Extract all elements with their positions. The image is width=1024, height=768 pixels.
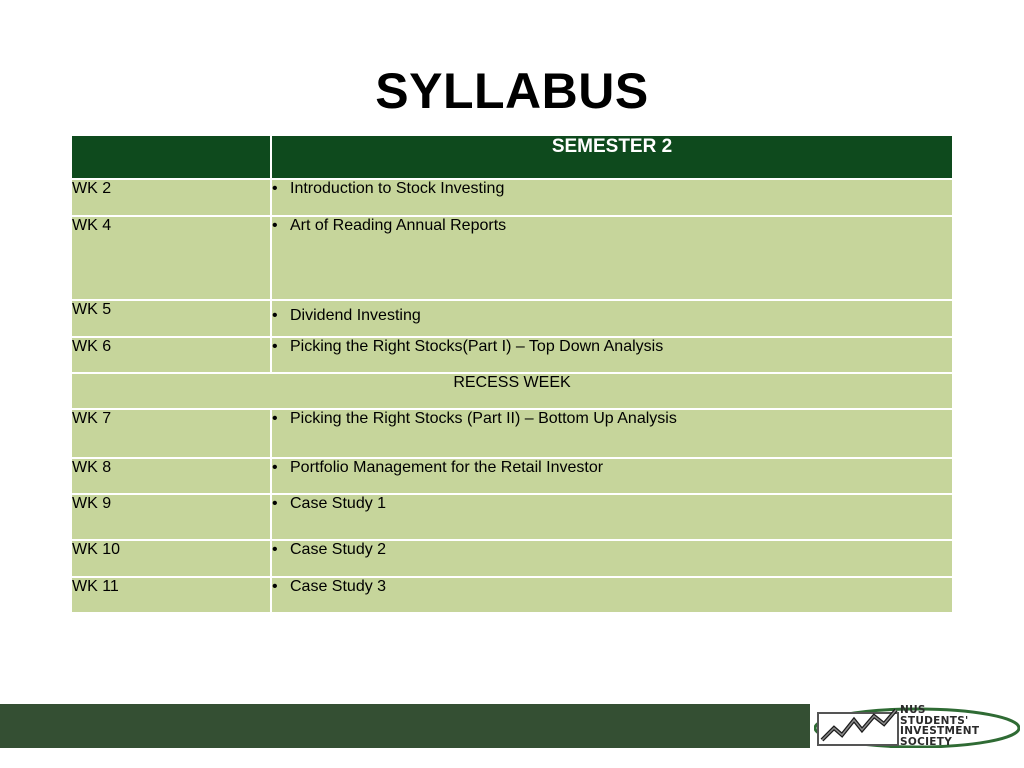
bullet-icon: • [272, 459, 278, 476]
bullet-icon: • [272, 410, 278, 427]
topic-cell [271, 577, 953, 613]
topic-text: Portfolio Management for the Retail Investor [290, 459, 604, 476]
topic-cell [271, 409, 953, 458]
topic-cell [271, 494, 953, 540]
week-cell: WK 10 [71, 540, 271, 577]
topic-text: Case Study 1 [290, 495, 387, 512]
table-row [71, 540, 953, 577]
table-row [71, 409, 953, 458]
page-title: SYLLABUS [375, 63, 649, 119]
topic-text: Introduction to Stock Investing [290, 180, 505, 197]
week-cell: WK 5 [71, 300, 271, 337]
week-cell: WK 4 [71, 216, 271, 300]
table-row [71, 494, 953, 540]
table-row-recess [71, 373, 953, 409]
table-row [71, 577, 953, 613]
topic-cell [271, 458, 953, 494]
topic-cell [271, 300, 953, 337]
topic-text: Case Study 3 [290, 578, 387, 595]
table-row [71, 216, 953, 300]
week-cell: WK 9 [71, 494, 271, 540]
recess-week-cell: RECESS WEEK [71, 373, 953, 409]
bullet-icon: • [272, 495, 278, 512]
bullet-icon: • [272, 578, 278, 595]
topic-text: Dividend Investing [290, 307, 421, 324]
topic-text: Picking the Right Stocks (Part II) – Bottom Up Analysis [290, 410, 677, 427]
nus-investment-society-logo [814, 704, 1020, 748]
topic-cell [271, 179, 953, 216]
week-cell: WK 6 [71, 337, 271, 373]
topic-text: Case Study 2 [290, 541, 387, 558]
bullet-icon: • [272, 180, 278, 197]
footer-bar [0, 704, 810, 748]
table-row [71, 179, 953, 216]
table-row [71, 337, 953, 373]
topic-cell [271, 337, 953, 373]
week-cell: WK 7 [71, 409, 271, 458]
header-cell-semester: SEMESTER 2 [271, 135, 953, 179]
table-row [71, 300, 953, 337]
topic-cell [271, 540, 953, 577]
bullet-icon: • [272, 217, 278, 234]
week-cell: WK 11 [71, 577, 271, 613]
topic-cell [271, 216, 953, 300]
table-header-row [71, 135, 953, 179]
bullet-icon: • [272, 338, 278, 355]
syllabus-table [70, 134, 954, 614]
topic-text: Art of Reading Annual Reports [290, 217, 507, 234]
week-cell: WK 2 [71, 179, 271, 216]
topic-text: Picking the Right Stocks(Part I) – Top Down Analysis [290, 338, 664, 355]
bullet-icon: • [272, 541, 278, 558]
header-cell-blank [71, 135, 271, 179]
bullet-icon: • [272, 307, 278, 324]
week-cell: WK 8 [71, 458, 271, 494]
table-row [71, 458, 953, 494]
logo-text: NUS STUDENTS' INVESTMENT SOCIETY [900, 704, 980, 748]
